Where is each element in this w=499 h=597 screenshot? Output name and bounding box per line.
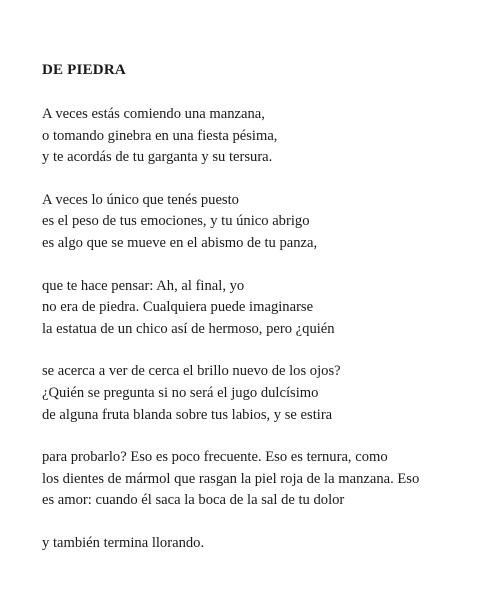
poem-line: los dientes de mármol que rasgan la piel roja de la manzana. Eso xyxy=(42,470,420,487)
poem-line: no era de piedra. Cualquiera puede imaginarse xyxy=(42,299,314,316)
stanza-4 xyxy=(42,361,482,426)
poem-line: para probarlo? Eso es poco frecuente. Eso es ternura, como xyxy=(42,449,388,466)
poem-line: A veces estás comiendo una manzana, xyxy=(42,106,265,122)
stanza-1 xyxy=(42,104,482,169)
poem-line: A veces lo único que tenés puesto xyxy=(42,191,239,208)
stanza-2 xyxy=(42,190,482,255)
poem-line: y también termina llorando. xyxy=(42,534,205,551)
poem-page xyxy=(42,60,482,576)
poem-line: es algo que se mueve en el abismo de tu panza, xyxy=(42,234,318,251)
poem-line: que te hace pensar: Ah, al final, yo xyxy=(42,277,245,294)
poem-title: DE PIEDRA xyxy=(42,62,126,78)
stanza-5 xyxy=(42,447,482,512)
poem-line: la estatua de un chico así de hermoso, pero ¿quién xyxy=(42,320,335,337)
poem-line: y te acordás de tu garganta y su tersura. xyxy=(42,149,273,166)
poem-line: ¿Quién se pregunta si no será el jugo dulcísimo xyxy=(42,384,319,401)
poem-line: se acerca a ver de cerca el brillo nuevo de los ojos? xyxy=(42,363,341,380)
stanza-3 xyxy=(42,276,482,341)
stanza-6 xyxy=(42,533,482,555)
poem-line: o tomando ginebra en una fiesta pésima, xyxy=(42,127,278,144)
poem-line: es amor: cuando él saca la boca de la sal de tu dolor xyxy=(42,492,345,509)
poem-line: de alguna fruta blanda sobre tus labios, y se estira xyxy=(42,406,333,423)
poem-line: es el peso de tus emociones, y tu único abrigo xyxy=(42,213,310,230)
